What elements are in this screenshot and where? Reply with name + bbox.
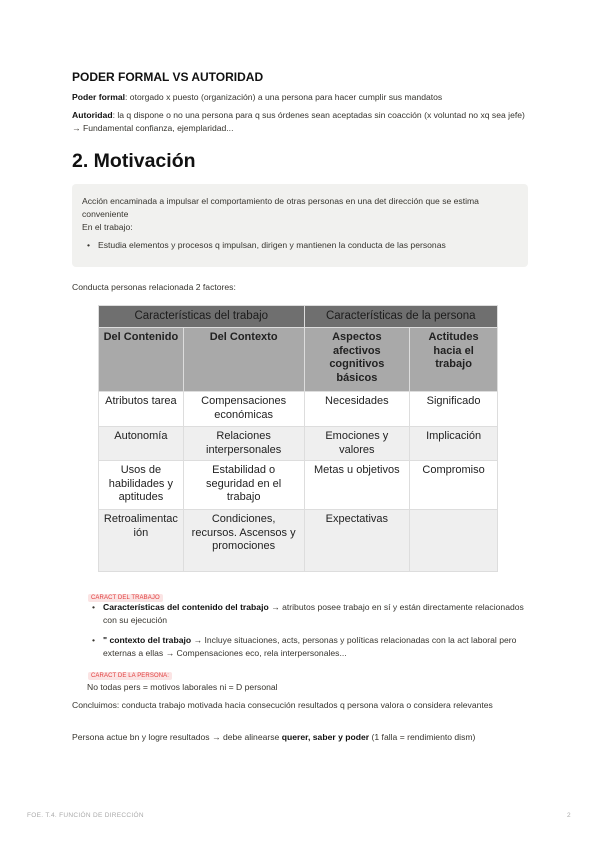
table-cell: Relaciones interpersonales	[183, 427, 304, 461]
table-cell: Implicación	[410, 427, 498, 461]
table-row	[99, 392, 498, 427]
tag-caract-persona: CARACT DE LA PERSONA:	[88, 672, 172, 680]
table-cell: Retroalimentación	[99, 510, 184, 572]
table-cell: Emociones y valores	[304, 427, 410, 461]
column-header: Del Contenido	[99, 328, 184, 392]
page-number: 2	[567, 812, 571, 819]
final-text	[72, 731, 542, 744]
definition-text: : la q dispone o no una persona para q sus órdenes sean aceptadas sin coacción (x voluntad no xq sea jefe) → Fundamental confianza, ejemplaridad...	[72, 110, 525, 133]
table-row	[99, 461, 498, 510]
table-cell: Metas u objetivos	[304, 461, 410, 510]
column-header: Actitudes hacia el trabajo	[410, 328, 498, 392]
table-row	[99, 427, 498, 461]
table-cell: Necesidades	[304, 392, 410, 427]
conclusion-text: Concluimos: conducta trabajo motivada hacia consecución resultados q persona valora o considera relevantes	[72, 700, 493, 710]
tag-caract-trabajo: CARACT DEL TRABAJO	[88, 594, 163, 602]
group-header-trabajo: Características del trabajo	[99, 306, 305, 328]
factors-table	[98, 305, 498, 572]
definition-text: : otorgado x puesto (organización) a una persona para hacer cumplir sus mandatos	[125, 92, 443, 102]
bullet-term: Características del contenido del trabajo	[103, 602, 269, 612]
trabajo-bullets	[87, 601, 527, 660]
table-cell: Estabilidad o seguridad en el trabajo	[183, 461, 304, 510]
callout-definition: Acción encaminada a impulsar el comportamiento de otras personas en una det dirección que se estima conveniente	[82, 196, 479, 219]
persona-text: No todas pers = motivos laborales ni = D personal	[87, 682, 278, 692]
bullet-term: " contexto del trabajo	[103, 635, 192, 645]
final-bold: querer, saber y poder	[281, 732, 370, 742]
callout-box	[72, 184, 528, 267]
table-cell: Compromiso	[410, 461, 498, 510]
table-cell: Expectativas	[304, 510, 410, 572]
table-cell	[410, 510, 498, 572]
term-label: Poder formal	[72, 92, 126, 102]
bullet-text: → Incluye situaciones, acts, personas y políticas relacionadas con la act laboral pero externas a ellas → Compensaciones eco, rela interpersonales...	[103, 635, 517, 658]
callout-subtitle: En el trabajo:	[82, 222, 133, 232]
list-item	[87, 601, 527, 627]
table-cell: Compensaciones económicas	[183, 392, 304, 427]
final-post: (1 falla = rendimiento dism)	[369, 732, 476, 742]
section-heading-motivacion: 2. Motivación	[72, 150, 196, 172]
final-pre: Persona actue bn y logre resultados → debe alinearse	[72, 732, 282, 742]
callout-bullet: • Estudia elementos y procesos q impulsan, dirigen y mantienen la conducta de las personas	[82, 239, 512, 252]
table-cell: Atributos tarea	[99, 392, 184, 427]
footer-title: FOE. T.4. FUNCIÓN DE DIRECCIÓN	[27, 812, 144, 819]
table-cell: Usos de habilidades y aptitudes	[99, 461, 184, 510]
table-intro: Conducta personas relacionada 2 factores:	[72, 282, 236, 292]
column-header: Aspectos afectivos cognitivos básicos	[304, 328, 410, 392]
table-cell: Significado	[410, 392, 498, 427]
table-cell: Autonomía	[99, 427, 184, 461]
section-heading-poder-formal: PODER FORMAL VS AUTORIDAD	[72, 70, 264, 84]
list-item	[87, 634, 527, 660]
table-row	[99, 510, 498, 572]
autoridad-definition	[72, 109, 532, 135]
poder-formal-definition	[72, 91, 532, 104]
group-header-persona: Características de la persona	[304, 306, 498, 328]
table-cell: Condiciones, recursos. Ascensos y promociones	[183, 510, 304, 572]
column-header: Del Contexto	[183, 328, 304, 392]
bullet-text: → atributos posee trabajo en sí y están directamente relacionados con su ejecución	[103, 602, 524, 625]
term-label: Autoridad	[72, 110, 113, 120]
